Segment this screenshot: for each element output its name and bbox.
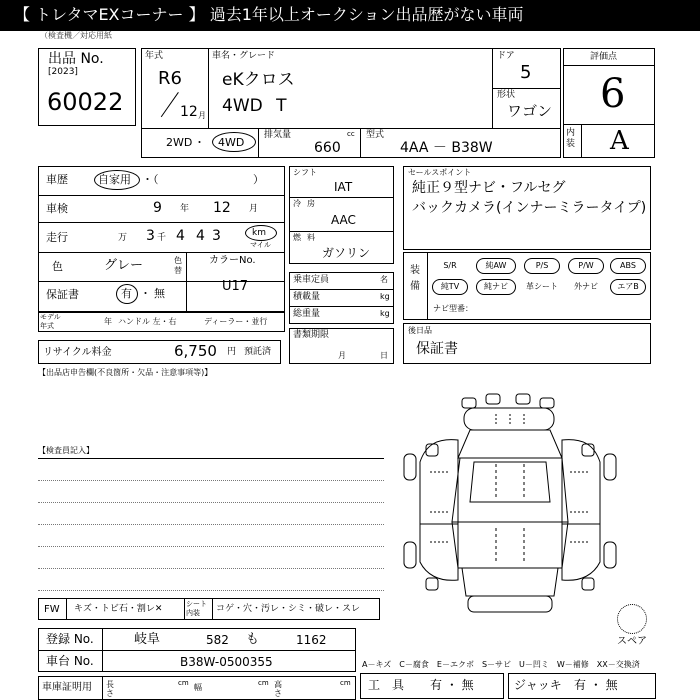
fuel-value: ガソリン	[322, 246, 371, 260]
mileage-d1: 3	[146, 228, 155, 244]
doors-value: 5	[520, 62, 532, 83]
mileage-d2: 4	[176, 228, 185, 244]
sub-header: （検査機／対応用紙	[40, 31, 112, 40]
garage-length-cm: cm	[178, 679, 189, 687]
garage-height: 高さ	[274, 680, 282, 698]
mileage-sen: 千	[157, 233, 167, 243]
drive-2wd: 2WD	[166, 136, 193, 149]
car-damage-diagram	[400, 392, 620, 622]
garage-length: 長さ	[106, 680, 114, 698]
banner-text: 【 トレタマEXコーナー 】 過去1年以上オークション出品歴がない車両	[14, 5, 524, 24]
equipment-abs: ABS	[610, 258, 646, 274]
lot-label: 出品 No.	[48, 51, 104, 67]
fw-text2: コゲ・穴・汚レ・シミ・破レ・スレ	[216, 604, 361, 614]
chassis-value: B38W-0500355	[180, 655, 273, 669]
fuel-label: 燃料	[293, 233, 321, 242]
inspector-notes-label: 【検査員記入】	[38, 446, 94, 455]
shift-label: シフト	[293, 168, 317, 177]
color-code-label: カラーNo.	[209, 255, 256, 266]
chassis-label: 車台 No.	[46, 654, 94, 668]
sales-point-label: セールスポイント	[408, 168, 472, 177]
sales-point-line1: 純正９型ナビ・フルセグ	[412, 180, 566, 196]
recycle-label: リサイクル料金	[43, 347, 112, 358]
equipment-aw: 純AW	[476, 258, 516, 274]
jack-label: ジャッキ	[514, 678, 562, 692]
weight-label: 総重量	[293, 309, 321, 319]
model-year-value: R6	[158, 68, 182, 89]
seller-notes-label: 【出品店申告欄(不良箇所・欠品・注意事項等)】	[38, 368, 213, 377]
lot-year-tag: [2023]	[48, 67, 78, 77]
drive-sep: ・	[194, 136, 205, 149]
spare-tire-icon	[617, 604, 647, 634]
vehicle-name: eKクロス	[222, 70, 295, 90]
doors-label: ドア	[497, 51, 515, 61]
vehicle-label: 車名・グレード	[212, 51, 276, 61]
equipment-sr: S/R	[443, 261, 457, 270]
tools-label: 工 具	[368, 678, 405, 692]
color-value: グレー	[104, 258, 144, 273]
interior-label: 内装	[566, 128, 576, 149]
sales-point-line2: バックカメラ(インナーミラータイプ)	[412, 200, 647, 216]
color-code: U17	[222, 279, 249, 294]
warranty-sep: ・	[140, 287, 151, 300]
vehicle-grade: 4WD T	[222, 96, 287, 116]
inspection-year: 9	[153, 200, 162, 216]
mileage-unit-km: km	[252, 228, 266, 238]
aftermarket-label: 後日品	[408, 326, 432, 335]
doc-deadline-label: 書類期限	[293, 330, 330, 340]
fw-text1: キズ・トビ石・割レ✕	[74, 604, 163, 614]
mileage-d4: 3	[212, 228, 221, 244]
warranty-yes: 有	[121, 287, 132, 300]
score-value: 6	[600, 71, 626, 117]
model-type-label: モデル年式	[40, 313, 61, 330]
warranty-label: 保証書	[46, 288, 79, 301]
registration-class: 582	[206, 633, 229, 647]
equipment-tv: 純TV	[432, 279, 468, 295]
model-type-handle: ハンドル 左・右	[118, 317, 177, 326]
history-close: ）	[253, 173, 264, 186]
displacement-value: 660	[314, 140, 341, 156]
equipment-airbag: エアB	[610, 279, 646, 295]
weight-unit: kg	[380, 309, 390, 318]
body-shape-value: ワゴン	[507, 102, 553, 120]
load-label: 積載量	[293, 292, 321, 302]
aircon-label: 冷房	[293, 199, 321, 208]
spare-label: スペア	[617, 636, 647, 647]
doc-deadline-month: 月	[338, 351, 346, 360]
color-change-label: 色替	[174, 256, 182, 275]
lot-number: 60022	[47, 88, 124, 116]
model-type-dealer: ディーラー・並行	[204, 317, 268, 326]
history-rest: ・（	[142, 173, 159, 186]
inspection-year-unit: 年	[180, 204, 190, 214]
registration-kana: も	[246, 632, 260, 647]
mileage-unit-mile: マイル	[250, 241, 271, 249]
jack-value: 有 ・ 無	[574, 678, 618, 692]
model-code-value: 4AA － B38W	[400, 140, 493, 156]
load-unit: kg	[380, 292, 390, 301]
capacity-unit: 名	[380, 275, 388, 284]
recycle-value: 6,750	[174, 342, 217, 360]
score-label: 評価点	[590, 52, 618, 62]
damage-legend: A－キズ C－腐食 E－エクボ S－サビ U－凹ミ W－補修 XX－交換済	[362, 660, 640, 669]
equipment-navi: 純ナビ	[476, 279, 516, 295]
capacity-label: 乗車定員	[293, 275, 330, 285]
model-code-label: 型式	[366, 130, 385, 140]
drive-4wd: 4WD	[218, 136, 245, 149]
history-value: 自家用	[98, 173, 131, 186]
fw-label: FW	[44, 604, 60, 615]
equipment-pw: P/W	[568, 258, 604, 274]
equipment-leather: 革シート	[526, 282, 558, 291]
mileage-man: 万	[118, 233, 128, 243]
warranty-no: 無	[154, 287, 165, 300]
inspection-label: 車検	[46, 202, 68, 215]
equipment-label: 装備	[410, 265, 420, 292]
interior-value: A	[610, 126, 629, 156]
displacement-unit: cc	[347, 130, 355, 138]
model-year-month: 12	[180, 104, 198, 120]
garage-label: 車庫証明用	[42, 682, 92, 693]
mileage-label: 走行	[46, 231, 68, 244]
aircon-value: AAC	[331, 213, 356, 227]
registration-label: 登録 No.	[46, 632, 94, 646]
recycle-unit: 円	[227, 347, 237, 357]
garage-width-cm: cm	[258, 679, 269, 687]
equipment-navi-model: ナビ型番：	[433, 304, 473, 313]
mileage-d3: 4	[196, 228, 205, 244]
color-label: 色	[52, 260, 63, 273]
tools-value: 有 ・ 無	[430, 678, 474, 692]
garage-height-cm: cm	[340, 679, 351, 687]
inspection-month-unit: 月	[249, 204, 259, 214]
inspection-month: 12	[213, 200, 231, 216]
fw-seat-label: シート内装	[186, 600, 207, 617]
history-label: 車歴	[46, 173, 68, 186]
doc-deadline-day: 日	[380, 351, 388, 360]
model-type-year-unit: 年	[104, 317, 112, 326]
recycle-note: 預託済	[244, 347, 272, 357]
equipment-ext-navi: 外ナビ	[574, 282, 598, 291]
registration-region: 岐阜	[134, 632, 161, 647]
body-shape-label: 形状	[497, 90, 516, 100]
model-year-label: 年式	[145, 51, 164, 61]
shift-value: IAT	[334, 180, 353, 194]
displacement-label: 排気量	[264, 130, 292, 140]
garage-width: 幅	[194, 683, 202, 692]
registration-number: 1162	[296, 633, 327, 647]
equipment-ps: P/S	[524, 258, 560, 274]
model-year-month-unit: 月	[198, 111, 206, 120]
aftermarket-value: 保証書	[416, 341, 458, 357]
